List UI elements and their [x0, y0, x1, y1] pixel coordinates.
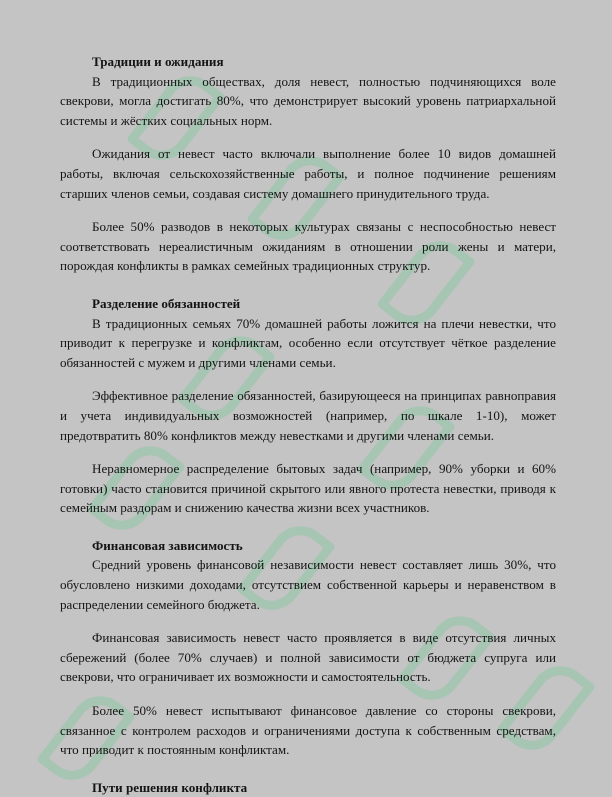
paragraph: Ожидания от невест часто включали выполнение более 10 видов домашней работы, включая сельскохозяйственные работы, и полное подчинение решениям старших членов семьи, создавая систему домашнего принудительного труда. — [60, 146, 556, 201]
paragraph: В традиционных обществах, доля невест, полностью подчиняющихся воле свекрови, могла достигать 80%, что демонстрирует высокий уровень патриархальной системы и жёстких социальных норм. — [60, 73, 556, 128]
paragraph: Более 50% разводов в некоторых культурах связаны с неспособностью невест соответствовать нереалистичным ожиданиям в отношении роли жены и матери, порождая конфликты в рамках семейных традиционных структур. — [60, 219, 556, 274]
section-heading-solutions: Пути решения конфликта — [92, 779, 248, 795]
paragraph: Неравномерное распределение бытовых задач (например, 90% уборки и 60% готовки) часто становится причиной скрытого или явного протеста невестки, приводя к семейным раздорам и снижению качества жизни всех участников. — [60, 461, 556, 516]
document-body — [60, 52, 556, 797]
paragraph: Более 50% невест испытывают финансовое давление со стороны свекрови, связанное с контролем расходов и ограничениями доступа к собственным средствам, что приводит к постоянным конфликтам. — [60, 703, 556, 758]
section-heading-traditions: Традиции и ожидания — [92, 54, 224, 69]
paragraph: Финансовая зависимость невест часто проявляется в виде отсутствия личных сбережений (более 70% случаев) и полной зависимости от бюджета супруга или свекрови, что ограничивает их возможности и самостоятельность. — [60, 630, 556, 685]
section-heading-duties: Разделение обязанностей — [92, 295, 241, 311]
paragraph: Средний уровень финансовой независимости невест составляет лишь 30%, что обусловлено низкими доходами, отсутствием собственной карьеры и неравенством в распределении семейного бюджета. — [60, 557, 556, 612]
section-heading-finance: Финансовая зависимость — [92, 537, 243, 553]
paragraph: В традиционных семьях 70% домашней работы ложится на плечи невестки, что приводит к перегрузке и конфликтам, особенно если отсутствует чёткое разделение обязанностей с мужем и другими членами семьи. — [60, 315, 556, 370]
paragraph: Эффективное разделение обязанностей, базирующееся на принципах равноправия и учета индивидуальных возможностей (например, по шкале 1-10), может предотвратить 80% конфликтов между невестками и другими членами семьи. — [60, 388, 556, 443]
